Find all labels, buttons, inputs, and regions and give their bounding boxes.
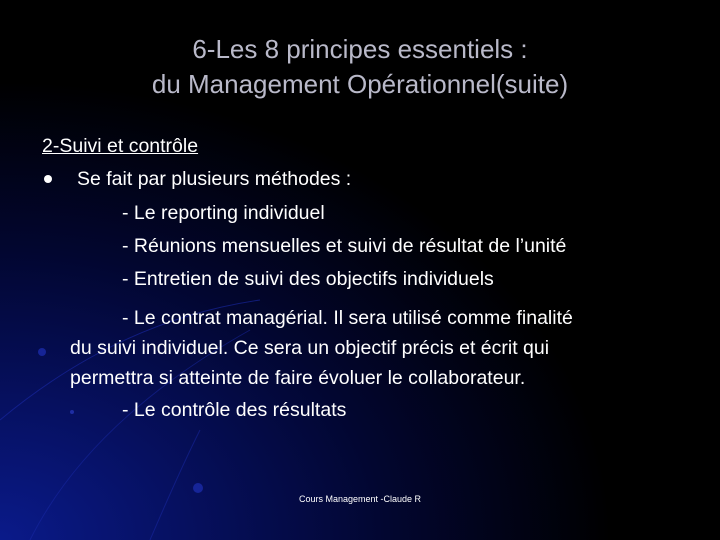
list-item-contrat-continuation-1: du suivi individuel. Ce sera un objectif précis et écrit qui [70, 337, 550, 359]
list-item-entretien: - Entretien de suivi des objectifs individuels [122, 268, 494, 290]
deco-dot-1 [38, 348, 46, 356]
bullet-icon [44, 175, 52, 183]
deco-curve-3 [150, 430, 200, 540]
list-item-contrat-continuation-2: permettra si atteinte de faire évoluer le collaborateur. [70, 367, 526, 389]
deco-dot-2 [193, 483, 203, 493]
list-item-contrat: - Le contrat managérial. Il sera utilisé comme finalité [122, 307, 573, 329]
bullet-text: Se fait par plusieurs méthodes : [77, 168, 352, 190]
list-item-reunions: - Réunions mensuelles et suivi de résultat de l’unité [122, 235, 567, 257]
title-line-1: 6-Les 8 principes essentiels : [192, 34, 528, 64]
slide-footer: Cours Management -Claude R [298, 494, 422, 504]
deco-dot-3 [70, 410, 74, 414]
title-line-2: du Management Opérationnel(suite) [151, 69, 569, 99]
list-item-reporting: - Le reporting individuel [122, 202, 325, 224]
section-heading: 2-Suivi et contrôle [42, 135, 199, 157]
list-item-controle: - Le contrôle des résultats [122, 399, 347, 421]
slide-title [0, 32, 720, 102]
